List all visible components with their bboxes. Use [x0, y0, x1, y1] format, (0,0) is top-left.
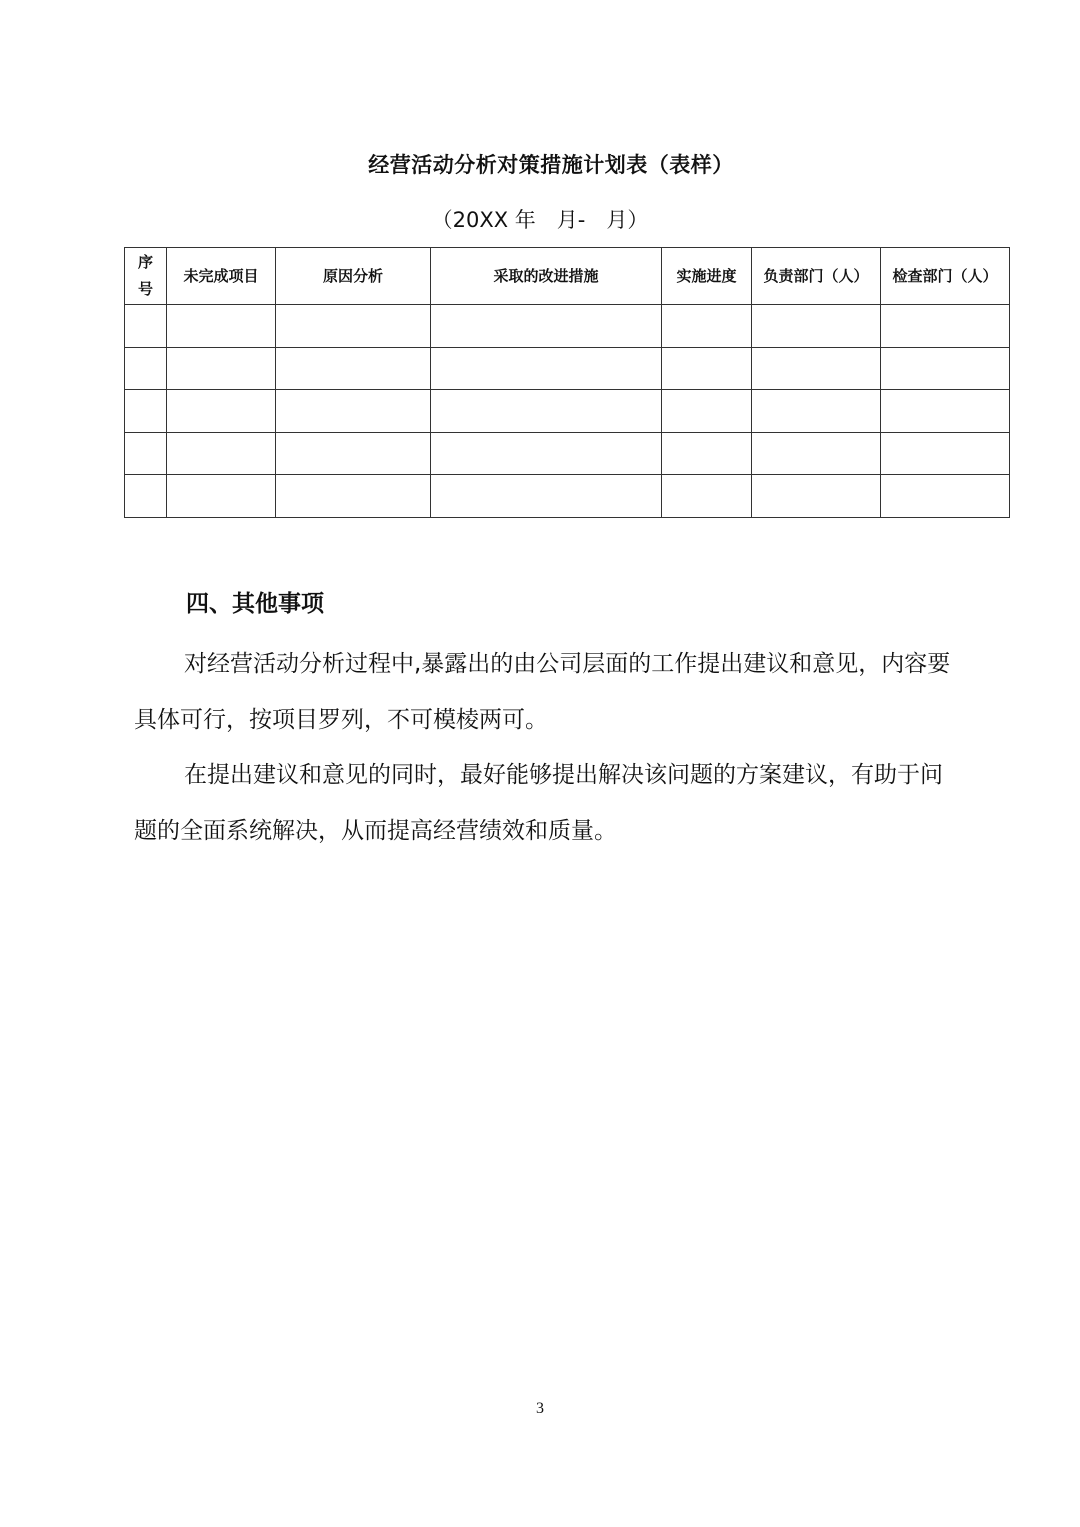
table-cell — [276, 305, 431, 348]
column-header-seq: 序号 — [125, 248, 167, 305]
countermeasure-plan-table — [124, 247, 1010, 518]
table-row — [125, 390, 1010, 433]
column-header-progress: 实施进度 — [662, 248, 752, 305]
table-cell — [662, 347, 752, 390]
table-cell — [431, 347, 662, 390]
table-cell — [125, 475, 167, 518]
table-cell — [125, 432, 167, 475]
body-paragraph: 对经营活动分析过程中,暴露出的由公司层面的工作提出建议和意见，内容要具体可行，按项目罗列，不可模棱两可。 — [134, 651, 951, 733]
table-cell — [167, 475, 276, 518]
table-cell — [276, 432, 431, 475]
table-cell — [276, 347, 431, 390]
table-cell — [752, 305, 881, 348]
table-cell — [662, 432, 752, 475]
table-cell — [881, 305, 1010, 348]
table-cell — [881, 347, 1010, 390]
table-cell — [752, 347, 881, 390]
table-title: 经营活动分析对策措施计划表（表样） — [368, 153, 734, 177]
date-range-subtitle: （20XX 年 月- 月） — [431, 208, 649, 232]
body-paragraph: 在提出建议和意见的同时，最好能够提出解决该问题的方案建议，有助于问题的全面系统解决，从而提高经营绩效和质量。 — [134, 762, 943, 844]
table-cell — [276, 390, 431, 433]
table-cell — [881, 475, 1010, 518]
table-cell — [662, 390, 752, 433]
table-cell — [276, 475, 431, 518]
table-cell — [167, 347, 276, 390]
table-cell — [881, 432, 1010, 475]
table-cell — [167, 390, 276, 433]
table-cell — [752, 432, 881, 475]
table-header-row — [125, 248, 1010, 305]
page-number: 3 — [536, 1400, 544, 1417]
table-cell — [125, 305, 167, 348]
table-cell — [167, 432, 276, 475]
table-cell — [662, 475, 752, 518]
table-cell — [752, 390, 881, 433]
table-row — [125, 475, 1010, 518]
table-cell — [125, 390, 167, 433]
table-cell — [125, 347, 167, 390]
table-cell — [431, 432, 662, 475]
table-row — [125, 305, 1010, 348]
table-row — [125, 347, 1010, 390]
table-cell — [881, 390, 1010, 433]
column-header-responsible-dept: 负责部门（人） — [752, 248, 881, 305]
column-header-inspection-dept: 检查部门（人） — [881, 248, 1010, 305]
section-heading: 四、其他事项 — [186, 591, 324, 617]
column-header-cause-analysis: 原因分析 — [276, 248, 431, 305]
column-header-incomplete-item: 未完成项目 — [167, 248, 276, 305]
table-cell — [662, 305, 752, 348]
column-header-improvement-measures: 采取的改进措施 — [431, 248, 662, 305]
table-cell — [752, 475, 881, 518]
table-cell — [431, 305, 662, 348]
table-row — [125, 432, 1010, 475]
table-cell — [431, 475, 662, 518]
table-cell — [167, 305, 276, 348]
table-cell — [431, 390, 662, 433]
